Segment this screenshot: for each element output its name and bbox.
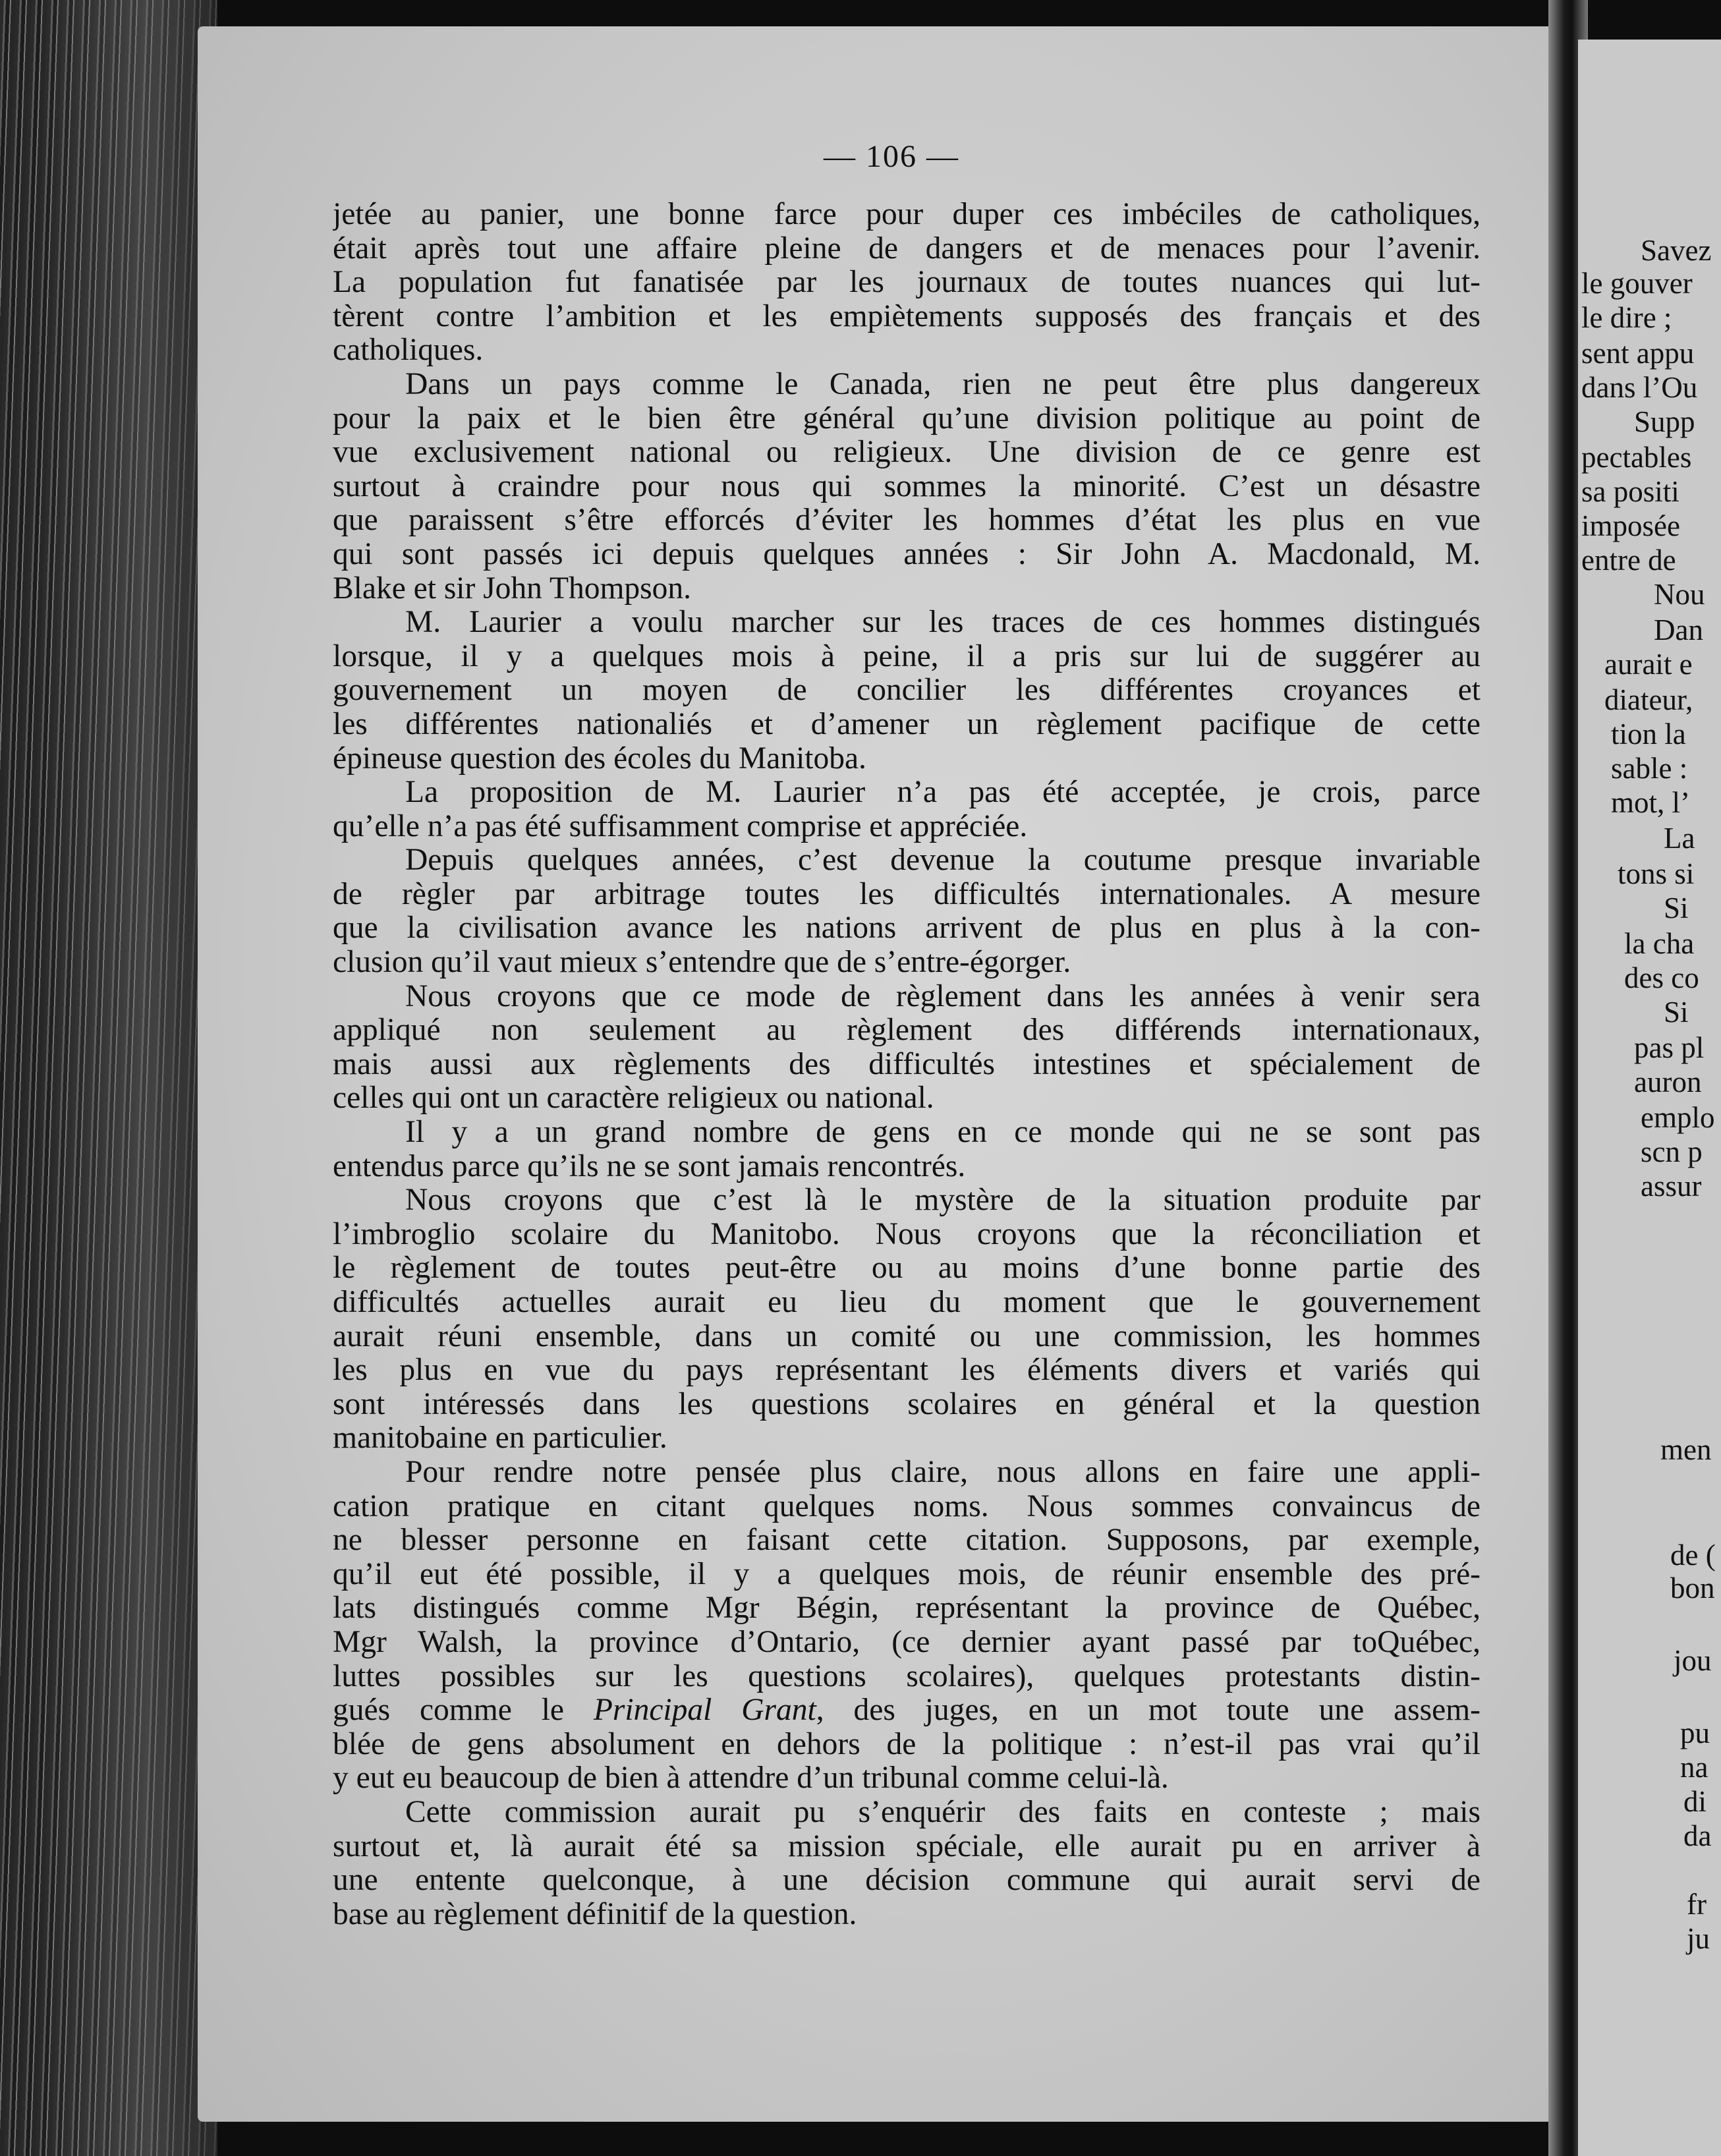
facing-page-line: na bbox=[1680, 1751, 1708, 1784]
text-line: mais aussi aux règlements des difficultés intestines et spécialement de bbox=[333, 1047, 1481, 1081]
text-line: épineuse question des écoles du Manitoba. bbox=[333, 741, 866, 776]
text-line: surtout et, là aurait été sa mission spéciale, elle aurait pu en arriver à bbox=[333, 1829, 1481, 1863]
text-line: qu’elle n’a pas été suffisamment comprise et appréciée. bbox=[333, 809, 1028, 843]
facing-page-line: imposée bbox=[1581, 509, 1680, 542]
text-line: clusion qu’il vaut mieux s’entendre que de s’entre-égorger. bbox=[333, 946, 1071, 980]
text-line: pour la paix et le bien être général qu’une division politique au point de bbox=[333, 401, 1481, 436]
facing-page-line: di bbox=[1683, 1785, 1707, 1818]
facing-page-line: sent appu bbox=[1581, 337, 1695, 370]
facing-page-line: sable : bbox=[1611, 752, 1688, 785]
facing-page-line: fr bbox=[1687, 1888, 1707, 1921]
text-line: l’imbroglio scolaire du Manitobo. Nous croyons que la réconciliation et bbox=[333, 1217, 1481, 1251]
text-line: ne blesser personne en faisant cette citation. Supposons, par exemple, bbox=[333, 1523, 1481, 1558]
text-line: entendus parce qu’ils ne se sont jamais rencontrés. bbox=[333, 1149, 966, 1183]
page-number: — 106 — bbox=[824, 139, 959, 174]
facing-page-line: jou bbox=[1674, 1644, 1712, 1677]
text-line: surtout à craindre pour nous qui sommes la minorité. C’est un désastre bbox=[333, 469, 1481, 503]
facing-page-line: Savez bbox=[1641, 234, 1712, 267]
text-line: gués comme le Principal Grant, des juges, en un mot toute une assem- bbox=[333, 1693, 1481, 1728]
text-line: catholiques. bbox=[333, 333, 484, 368]
facing-page-line: Dan bbox=[1654, 613, 1703, 646]
facing-page-line: tons si bbox=[1618, 857, 1695, 890]
text-line: celles qui ont un caractère religieux ou national. bbox=[333, 1081, 934, 1116]
facing-page-line: pectables bbox=[1581, 441, 1692, 474]
facing-page-line: le dire ; bbox=[1581, 301, 1672, 334]
text-line: que paraissent s’être efforcés d’éviter les hommes d’état les plus en vue bbox=[333, 503, 1481, 538]
facing-page-line: Supp bbox=[1634, 405, 1695, 438]
facing-page-line: scn p bbox=[1641, 1135, 1703, 1168]
text-line: Blake et sir John Thompson. bbox=[333, 571, 692, 606]
text-line: base au règlement définitif de la question. bbox=[333, 1897, 857, 1931]
facing-page-line: tion la bbox=[1611, 718, 1686, 751]
text-line: le règlement de toutes peut-être ou au moins d’une bonne partie des bbox=[333, 1251, 1481, 1286]
text-line: vue exclusivement national ou religieux. Une division de ce genre est bbox=[333, 436, 1481, 470]
text-line: Cette commission aurait pu s’enquérir des faits en conteste ; mais bbox=[405, 1795, 1481, 1829]
text-line: blée de gens absolument en dehors de la politique : n’est-il pas vrai qu’il bbox=[333, 1727, 1481, 1761]
text-line: lats distingués comme Mgr Bégin, représentant la province de Québec, bbox=[333, 1591, 1481, 1626]
text-line: était après tout une affaire pleine de dangers et de menaces pour l’avenir. bbox=[333, 231, 1481, 266]
text-line: La proposition de M. Laurier n’a pas été acceptée, je crois, parce bbox=[405, 776, 1481, 810]
text-line: Depuis quelques années, c’est devenue la coutume presque invariable bbox=[405, 843, 1481, 878]
facing-page-line: bon bbox=[1670, 1572, 1715, 1604]
text-line: qu’il eut été possible, il y a quelques mois, de réunir ensemble des pré- bbox=[333, 1557, 1481, 1591]
text-line: qui sont passés ici depuis quelques années : Sir John A. Macdonald, M. bbox=[333, 537, 1481, 571]
facing-page bbox=[1578, 40, 1721, 2156]
text-line: Mgr Walsh, la province d’Ontario, (ce dernier ayant passé par toQuébec, bbox=[333, 1625, 1481, 1659]
facing-page-line: entre de bbox=[1581, 544, 1676, 577]
text-line: Nous croyons que ce mode de règlement dans les années à venir sera bbox=[405, 979, 1481, 1013]
facing-page-line: men bbox=[1660, 1433, 1712, 1466]
text-line: M. Laurier a voulu marcher sur les traces de ces hommes distingués bbox=[405, 606, 1481, 640]
text-line: appliqué non seulement au règlement des différends internationaux, bbox=[333, 1013, 1481, 1048]
text-line: cation pratique en citant quelques noms. Nous sommes convaincus de bbox=[333, 1489, 1481, 1523]
facing-page-line: La bbox=[1664, 822, 1695, 855]
facing-page-line: aurait e bbox=[1604, 648, 1693, 681]
facing-page-line: emplo bbox=[1641, 1101, 1715, 1134]
text-line: Il y a un grand nombre de gens en ce monde qui ne se sont pas bbox=[405, 1116, 1481, 1150]
facing-page-line: le gouver bbox=[1581, 267, 1693, 300]
text-line: de règler par arbitrage toutes les difficultés internationales. A mesure bbox=[333, 877, 1481, 911]
facing-page-line: mot, l’ bbox=[1611, 786, 1690, 819]
facing-page-line: dans l’Ou bbox=[1581, 371, 1698, 404]
body-text bbox=[333, 198, 1481, 1931]
facing-page-line: pas pl bbox=[1634, 1031, 1705, 1064]
facing-page-line: Si bbox=[1664, 892, 1689, 924]
facing-page-line: des co bbox=[1624, 961, 1699, 994]
text-line: aurait réuni ensemble, dans un comité ou une commission, les hommes bbox=[333, 1319, 1481, 1353]
facing-page-line: la cha bbox=[1624, 927, 1695, 960]
facing-page-line: de ( bbox=[1670, 1539, 1716, 1572]
text-line: sont intéressés dans les questions scolaires en général et la question bbox=[333, 1387, 1481, 1421]
text-line: luttes possibles sur les questions scolaires), quelques protestants distin- bbox=[333, 1659, 1481, 1693]
text-line: Pour rendre notre pensée plus claire, nous allons en faire une appli- bbox=[405, 1455, 1481, 1489]
facing-page-line: diateur, bbox=[1604, 683, 1693, 716]
book-page-edges bbox=[0, 0, 217, 2156]
facing-page-line: assur bbox=[1641, 1170, 1702, 1203]
text-line: La population fut fanatisée par les journaux de toutes nuances qui lut- bbox=[333, 266, 1481, 300]
text-line: une entente quelconque, à une décision commune qui aurait servi de bbox=[333, 1863, 1481, 1898]
text-line: les différentes nationaliés et d’amener un règlement pacifique de cette bbox=[333, 707, 1481, 741]
text-line: que la civilisation avance les nations arrivent de plus en plus à la con- bbox=[333, 911, 1481, 946]
text-line: Dans un pays comme le Canada, rien ne peut être plus dangereux bbox=[405, 367, 1481, 401]
facing-page-line: Nou bbox=[1654, 578, 1705, 611]
text-line: difficultés actuelles aurait eu lieu du moment que le gouvernement bbox=[333, 1286, 1481, 1319]
text-line: gouvernement un moyen de concilier les différentes croyances et bbox=[333, 673, 1481, 708]
text-line: Nous croyons que c’est là le mystère de la situation produite par bbox=[405, 1183, 1481, 1218]
text-line: les plus en vue du pays représentant les éléments divers et variés qui bbox=[333, 1353, 1481, 1388]
facing-page-line: ju bbox=[1687, 1922, 1710, 1955]
text-line: y eut eu beaucoup de bien à attendre d’un tribunal comme celui-là. bbox=[333, 1761, 1169, 1796]
text-line: jetée au panier, une bonne farce pour duper ces imbéciles de catholiques, bbox=[333, 198, 1481, 231]
text-line: manitobaine en particulier. bbox=[333, 1421, 667, 1456]
facing-page-line: da bbox=[1683, 1819, 1712, 1852]
facing-page-line: auron bbox=[1634, 1065, 1702, 1098]
text-line: tèrent contre l’ambition et les empiètements supposés des français et des bbox=[333, 299, 1481, 333]
facing-page-line: Si bbox=[1664, 996, 1689, 1029]
facing-page-line: pu bbox=[1680, 1716, 1710, 1749]
text-line: lorsque, il y a quelques mois à peine, il a pris sur lui de suggérer au bbox=[333, 639, 1481, 673]
facing-page-line: sa positi bbox=[1581, 475, 1679, 508]
